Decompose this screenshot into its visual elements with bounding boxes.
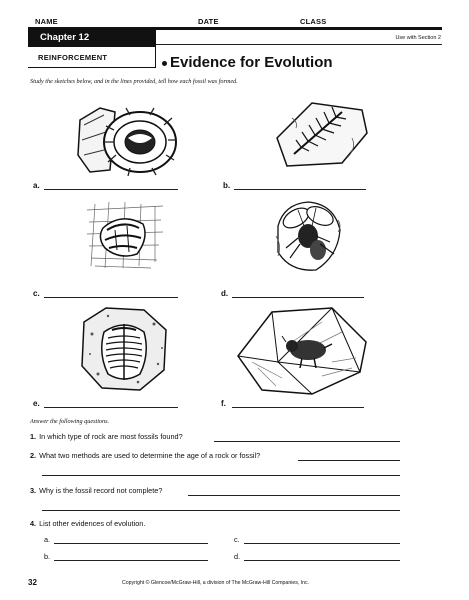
- question-3: 3. Why is the fossil record not complete?: [30, 486, 163, 495]
- instructions: Study the sketches below, and in the lines provided, tell how each fossil was formed.: [30, 78, 238, 85]
- answer-b-line[interactable]: [234, 189, 366, 190]
- answer-e-label: e.: [33, 399, 40, 408]
- insect-in-amber-icon: [268, 196, 348, 276]
- answer-1-line[interactable]: [214, 441, 400, 442]
- answer-a-line[interactable]: [44, 189, 178, 190]
- q4-answer-a-line[interactable]: [54, 543, 208, 544]
- answer-2-line[interactable]: [298, 460, 400, 461]
- name-label: NAME: [35, 17, 58, 26]
- answer-e-line[interactable]: [44, 407, 178, 408]
- answer-b-label: b.: [223, 181, 231, 190]
- answer-3-line[interactable]: [188, 495, 400, 496]
- q4-answer-c-label: c.: [234, 535, 240, 544]
- answer-c-label: c.: [33, 289, 40, 298]
- question-4: 4. List other evidences of evolution.: [30, 519, 146, 528]
- section-label: REINFORCEMENT: [28, 46, 156, 68]
- chapter-rule: [156, 44, 442, 45]
- ammonite-fossil-icon: [70, 100, 180, 175]
- answer-f-line[interactable]: [232, 407, 364, 408]
- q4-answer-a-label: a.: [44, 535, 51, 544]
- date-label: DATE: [198, 17, 219, 26]
- answer-a-label: a.: [33, 181, 40, 190]
- q4-answer-b-label: b.: [44, 552, 51, 561]
- q4-answer-c-line[interactable]: [244, 543, 400, 544]
- use-with-section: Use with Section 2: [395, 35, 441, 41]
- trilobite-in-rock-icon: [78, 304, 170, 394]
- leaf-imprint-icon: [272, 98, 372, 168]
- question-1: 1. In which type of rock are most fossils found?: [30, 432, 183, 441]
- answer-d-line[interactable]: [232, 297, 364, 298]
- questions-intro: Answer the following questions.: [30, 418, 110, 425]
- answer-3-line-2[interactable]: [42, 510, 400, 511]
- answer-2-line-2[interactable]: [42, 475, 400, 476]
- q4-answer-d-label: d.: [234, 552, 241, 561]
- page-number: 32: [28, 578, 37, 587]
- fossil-fragment-icon: [85, 200, 165, 270]
- answer-f-label: f.: [221, 399, 226, 408]
- answer-d-label: d.: [221, 289, 229, 298]
- bullet-icon: [162, 61, 167, 66]
- copyright-notice: Copyright © Glencoe/McGraw-Hill, a division of The McGraw-Hill Companies, Inc.: [122, 580, 310, 586]
- q4-answer-b-line[interactable]: [54, 560, 208, 561]
- page-title: Evidence for Evolution: [162, 54, 333, 71]
- q4-answer-d-line[interactable]: [244, 560, 400, 561]
- question-2: 2. What two methods are used to determine the age of a rock or fossil?: [30, 451, 261, 460]
- animal-in-ice-icon: [232, 302, 372, 398]
- chapter-label: Chapter 12: [28, 29, 156, 46]
- class-label: CLASS: [300, 17, 327, 26]
- answer-c-line[interactable]: [44, 297, 178, 298]
